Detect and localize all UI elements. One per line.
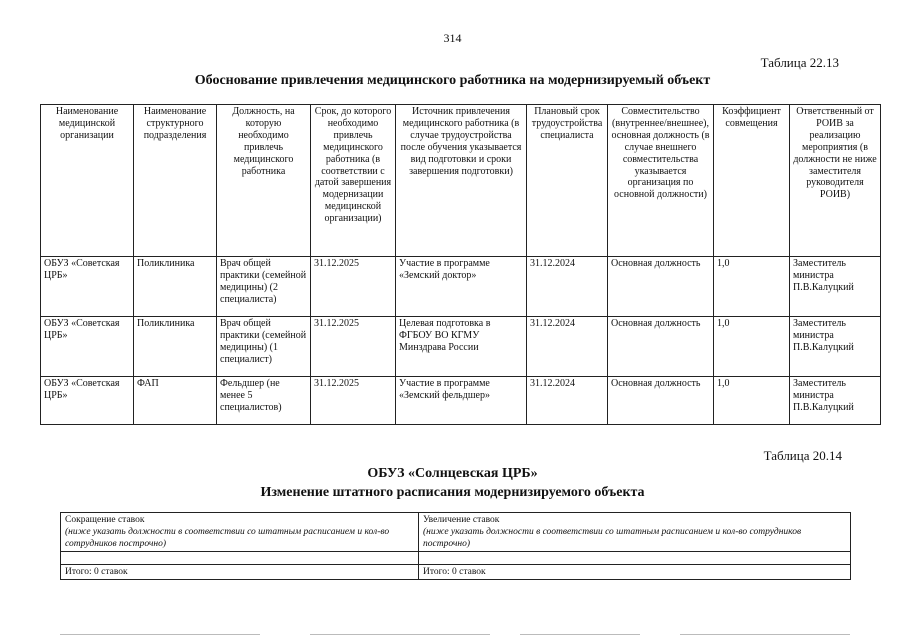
cell-planned-date: 31.12.2024 (527, 257, 608, 317)
reduction-total: Итого: 0 ставок (61, 565, 419, 580)
cell-organization: ОБУЗ «Советская ЦРБ» (41, 377, 134, 425)
header-cell: Наименование структурного подразделения (134, 105, 217, 257)
cell-department: Поликлиника (134, 317, 217, 377)
empty-cell (419, 552, 851, 565)
staff-total-row (61, 565, 851, 580)
cell-position: Врач общей практики (семейной медицины) (1 специалист) (217, 317, 311, 377)
cell-position: Врач общей практики (семейной медицины) (2 специалиста) (217, 257, 311, 317)
cell-department: ФАП (134, 377, 217, 425)
header-cell: Совместительство (внутреннее/внешнее), основная должность (в случае внешнего совместительства указывается организация по основной должности) (608, 105, 714, 257)
org-title: ОБУЗ «Солнцевская ЦРБ» (367, 466, 538, 481)
increase-note: (ниже указать должности в соответствии со штатным расписанием и кол-во сотрудников построчно) (423, 527, 802, 549)
attraction-table (40, 104, 881, 425)
cell-deadline: 31.12.2025 (311, 377, 396, 425)
table-title: Обоснование привлечения медицинского работника на модернизируемый объект (194, 73, 711, 88)
cell-combination: Основная должность (608, 257, 714, 317)
cell-source: Участие в программе «Земский фельдшер» (396, 377, 527, 425)
reduction-note: (ниже указать должности в соответствии со штатным расписанием и кол-во сотрудников построчно) (65, 527, 390, 549)
cell-coefficient: 1,0 (714, 377, 790, 425)
header-cell: Источник привлечения медицинского работника (в случае трудоустройства после обучения указывается вид подготовки и сроки завершения подготовки) (396, 105, 527, 257)
scan-artifact-line (680, 634, 850, 635)
cell-deadline: 31.12.2025 (311, 317, 396, 377)
cell-combination: Основная должность (608, 317, 714, 377)
scan-artifact-line (520, 634, 640, 635)
scan-artifact-line (60, 634, 260, 635)
table-row (41, 377, 881, 425)
increase-total: Итого: 0 ставок (419, 565, 851, 580)
table-header-row (41, 105, 881, 257)
staff-header-row (61, 513, 851, 552)
reduction-header-cell (61, 513, 419, 552)
header-cell: Ответственный от РОИВ за реализацию мероприятия (в должности не ниже заместителя руководителя РОИВ) (790, 105, 881, 257)
cell-coefficient: 1,0 (714, 317, 790, 377)
header-cell: Наименование медицинской организации (41, 105, 134, 257)
empty-cell (61, 552, 419, 565)
table-row (41, 317, 881, 377)
cell-source: Целевая подготовка в ФГБОУ ВО КГМУ Минздрава России (396, 317, 527, 377)
table-row (41, 257, 881, 317)
table-label-22-13: Таблица 22.13 (760, 55, 839, 70)
staff-table-title: Изменение штатного расписания модернизируемого объекта (260, 485, 645, 500)
cell-responsible: Заместитель министра П.В.Калуцкий (790, 317, 881, 377)
header-cell: Срок, до которого необходимо привлечь медицинского работника (в соответствии с датой завершения модернизации медицинской организации) (311, 105, 396, 257)
cell-planned-date: 31.12.2024 (527, 377, 608, 425)
header-cell: Плановый срок трудоустройства специалиста (527, 105, 608, 257)
cell-responsible: Заместитель министра П.В.Калуцкий (790, 257, 881, 317)
cell-combination: Основная должность (608, 377, 714, 425)
cell-organization: ОБУЗ «Советская ЦРБ» (41, 257, 134, 317)
cell-coefficient: 1,0 (714, 257, 790, 317)
staff-change-table (60, 512, 851, 580)
cell-source: Участие в программе «Земский доктор» (396, 257, 527, 317)
increase-header: Увеличение ставок (423, 515, 500, 525)
page-number: 314 (443, 31, 462, 45)
cell-responsible: Заместитель министра П.В.Калуцкий (790, 377, 881, 425)
reduction-header: Сокращение ставок (65, 515, 145, 525)
cell-planned-date: 31.12.2024 (527, 317, 608, 377)
table-label-20-14: Таблица 20.14 (763, 448, 842, 463)
cell-position: Фельдшер (не менее 5 специалистов) (217, 377, 311, 425)
header-cell: Должность, на которую необходимо привлечь медицинского работника (217, 105, 311, 257)
staff-empty-row (61, 552, 851, 565)
scan-artifact-line (310, 634, 490, 635)
cell-deadline: 31.12.2025 (311, 257, 396, 317)
cell-organization: ОБУЗ «Советская ЦРБ» (41, 317, 134, 377)
header-cell: Коэффициент совмещения (714, 105, 790, 257)
cell-department: Поликлиника (134, 257, 217, 317)
increase-header-cell (419, 513, 851, 552)
